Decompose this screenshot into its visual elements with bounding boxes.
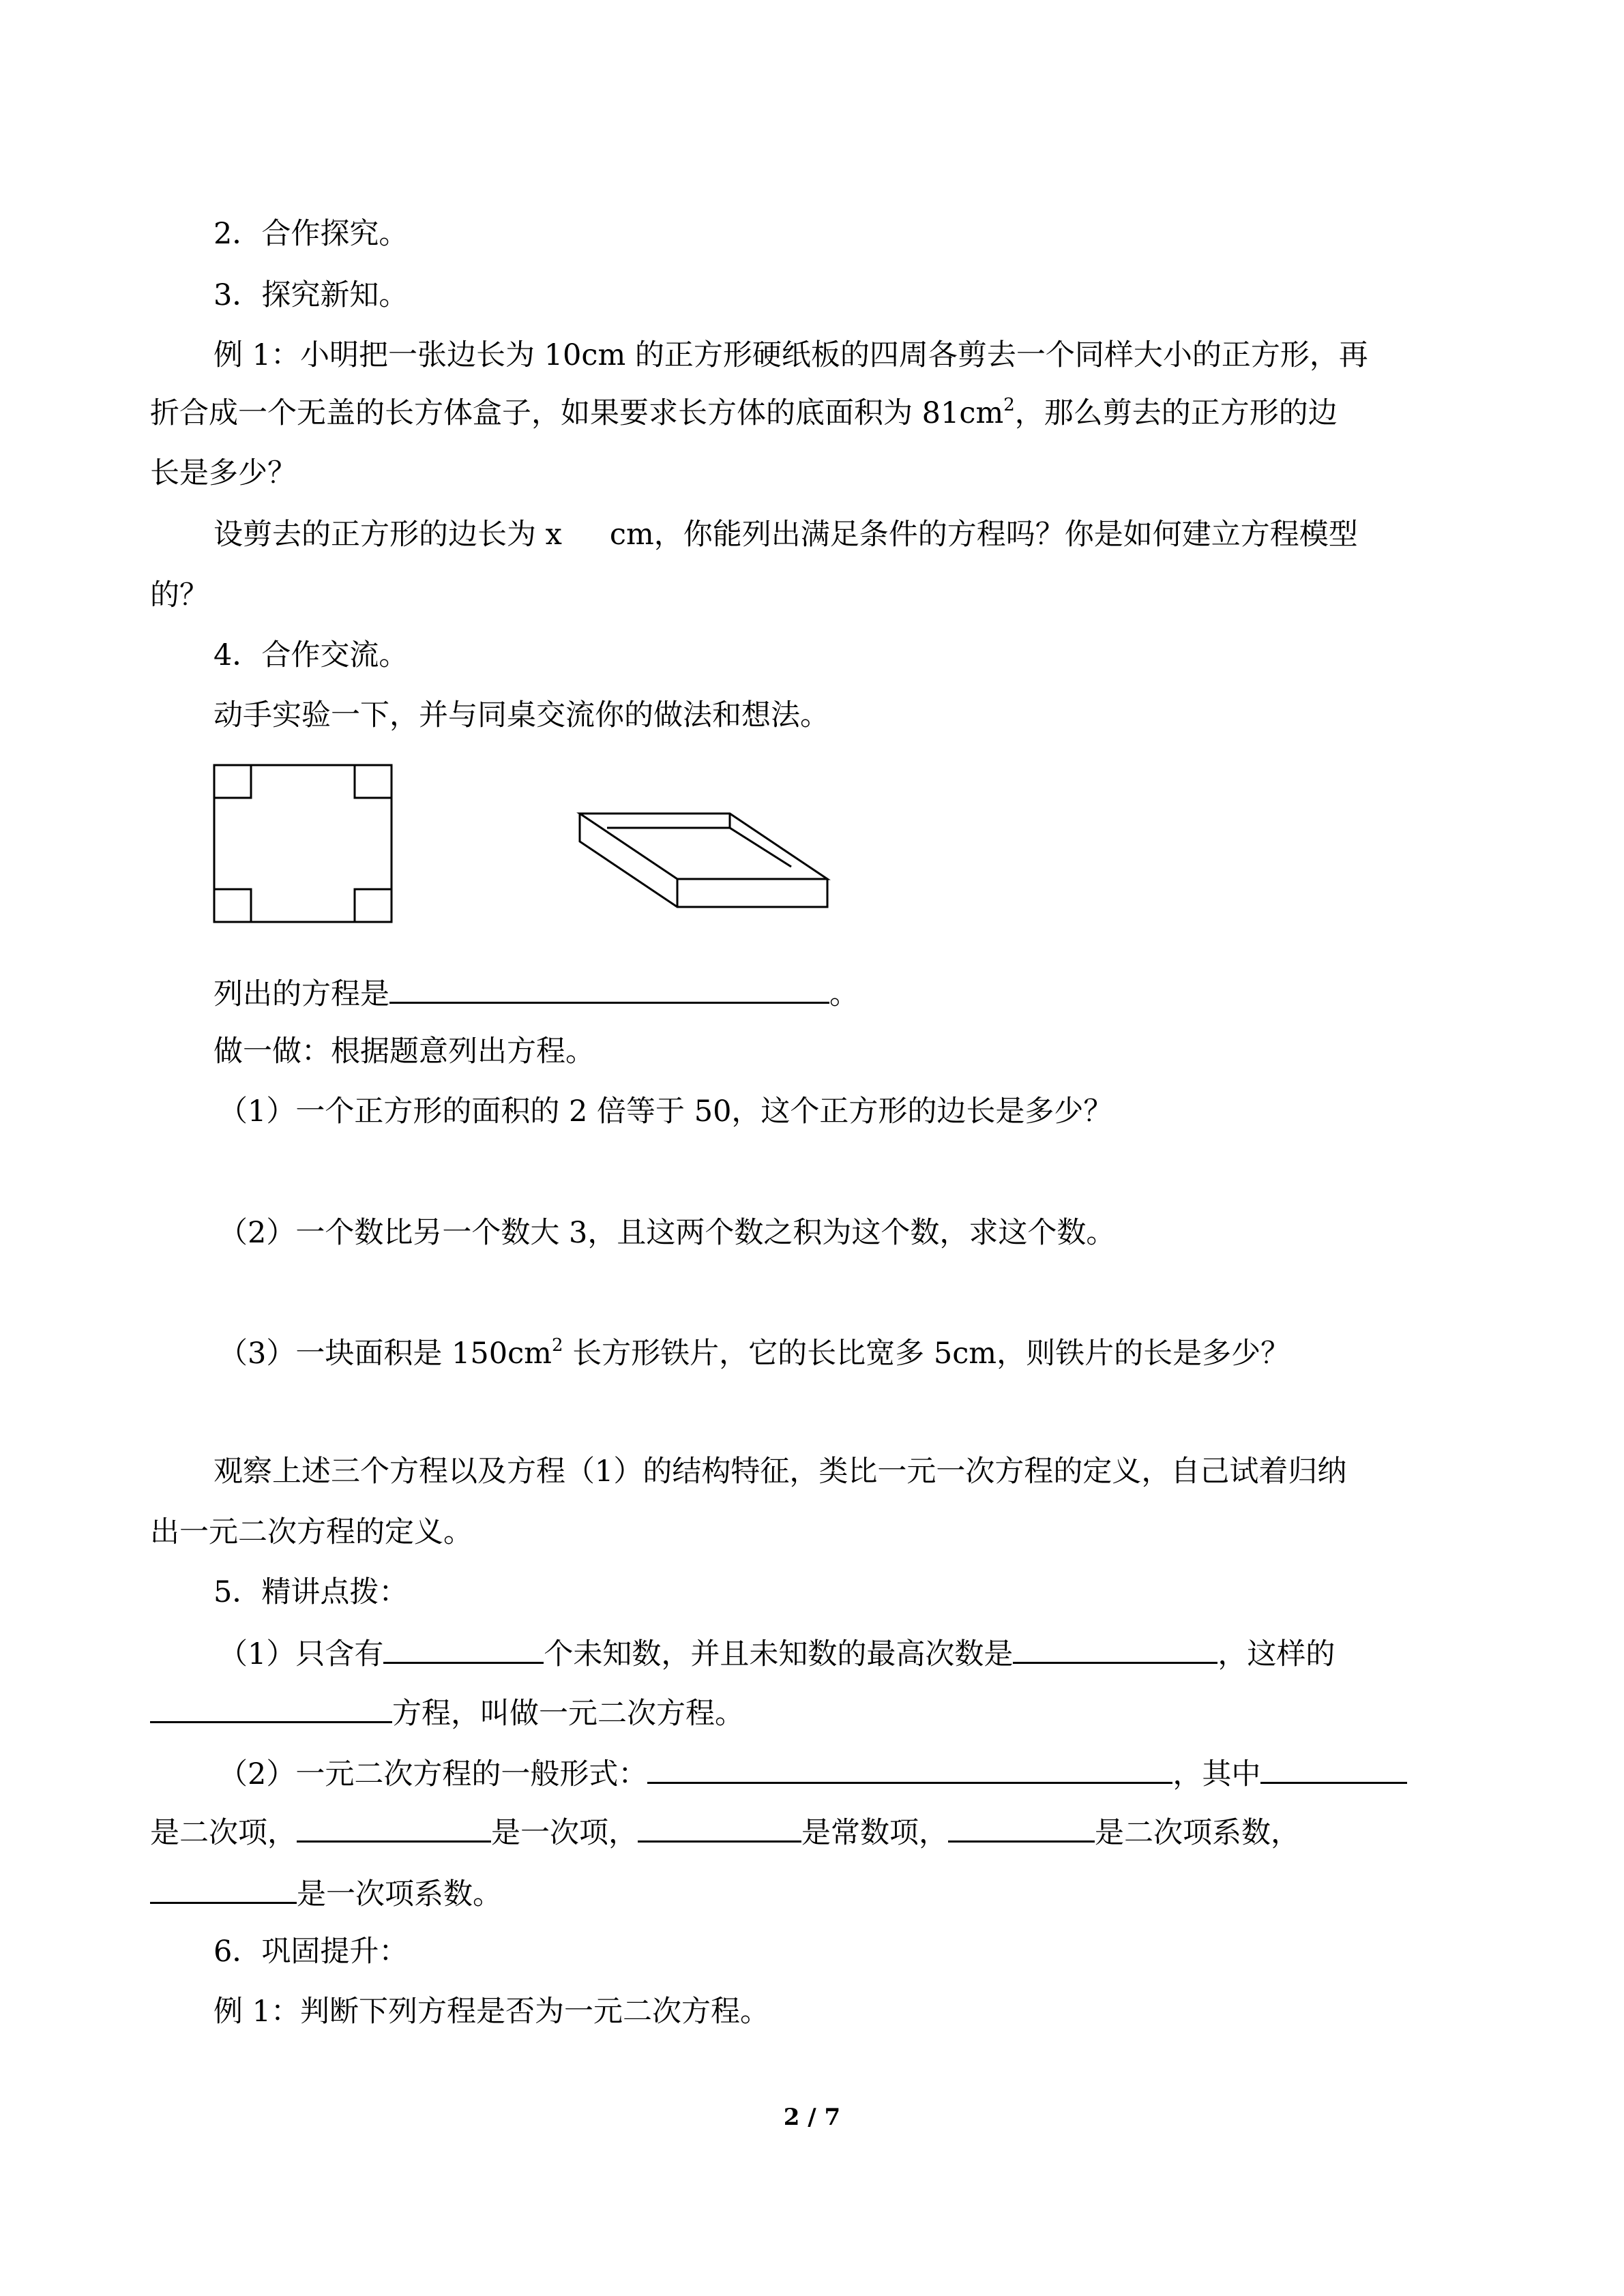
- section-5-heading: 5．精讲点拨：: [213, 1575, 409, 1609]
- point-1-line-2: 方程，叫做一元二次方程。: [150, 1691, 744, 1734]
- open-box-figure: [576, 808, 832, 914]
- problem-3: （3）一块面积是 $150cm^2$ 长方形铁片，它的长比宽多 5cm，则铁片的长是多少？: [218, 1335, 1290, 1371]
- observe-line-1: 观察上述三个方程以及方程（1）的结构特征，类比一元一次方程的定义，自己试着归纳: [213, 1455, 1347, 1489]
- section-2-heading: 2．合作探究。: [213, 217, 409, 251]
- equation-blank[interactable]: [389, 972, 829, 1004]
- constant-term-blank[interactable]: [638, 1810, 801, 1843]
- section-3-heading: 3．探究新知。: [213, 278, 409, 312]
- quadratic-term-blank[interactable]: [1260, 1752, 1407, 1784]
- unknown-count-blank[interactable]: [383, 1632, 544, 1664]
- linear-coefficient-blank[interactable]: [150, 1872, 297, 1904]
- point-2-line-1: （2）一元二次方程的一般形式： ，其中: [218, 1752, 1407, 1795]
- general-form-blank[interactable]: [647, 1752, 1172, 1784]
- example-2-line: 例 1：判断下列方程是否为一元二次方程。: [213, 1995, 770, 2029]
- linear-term-blank[interactable]: [297, 1810, 491, 1843]
- section-4-heading: 4．合作交流。: [213, 638, 409, 672]
- superscript-2: 2: [1003, 395, 1015, 415]
- question-line-1: 设剪去的正方形的边长为 x cm，你能列出满足条件的方程吗？你是如何建立方程模型: [213, 518, 1358, 552]
- page-number: 2 / 7: [783, 2104, 841, 2131]
- example-1-line-3: 长是多少？: [150, 456, 297, 490]
- equation-type-blank[interactable]: [150, 1691, 392, 1723]
- question-line-2: 的？: [150, 578, 209, 612]
- highest-degree-blank[interactable]: [1013, 1632, 1217, 1664]
- equation-listed-line: 列出的方程是 。: [213, 972, 859, 1015]
- example-1-line-2: 折合成一个无盖的长方体盒子，如果要求长方体的底面积为 $81cm^2$，那么剪去的正方形的边: [150, 395, 1338, 430]
- quadratic-coefficient-blank[interactable]: [948, 1810, 1095, 1843]
- observe-line-2: 出一元二次方程的定义。: [150, 1515, 473, 1549]
- section-6-heading: 6．巩固提升：: [213, 1935, 409, 1969]
- problem-2: （2）一个数比另一个数大 3，且这两个数之积为这个数，求这个数。: [218, 1216, 1116, 1250]
- example-1-line-1: 例 1：小明把一张边长为 10cm 的正方形硬纸板的四周各剪去一个同样大小的正方形，再: [213, 338, 1368, 372]
- do-it-title: 做一做：根据题意列出方程。: [213, 1034, 595, 1069]
- point-2-line-2: 是二次项， 是一次项， 是常数项， 是二次项系数，: [150, 1810, 1300, 1853]
- superscript-2: 2: [551, 1335, 563, 1356]
- experiment-text: 动手实验一下，并与同桌交流你的做法和想法。: [213, 698, 829, 732]
- problem-1: （1）一个正方形的面积的 2 倍等于 50，这个正方形的边长是多少？: [218, 1094, 1113, 1129]
- cut-square-figure: [211, 762, 396, 926]
- point-2-line-3: 是一次项系数。: [150, 1872, 502, 1915]
- point-1-line-1: （1）只含有 个未知数，并且未知数的最高次数是 ，这样的: [218, 1632, 1335, 1675]
